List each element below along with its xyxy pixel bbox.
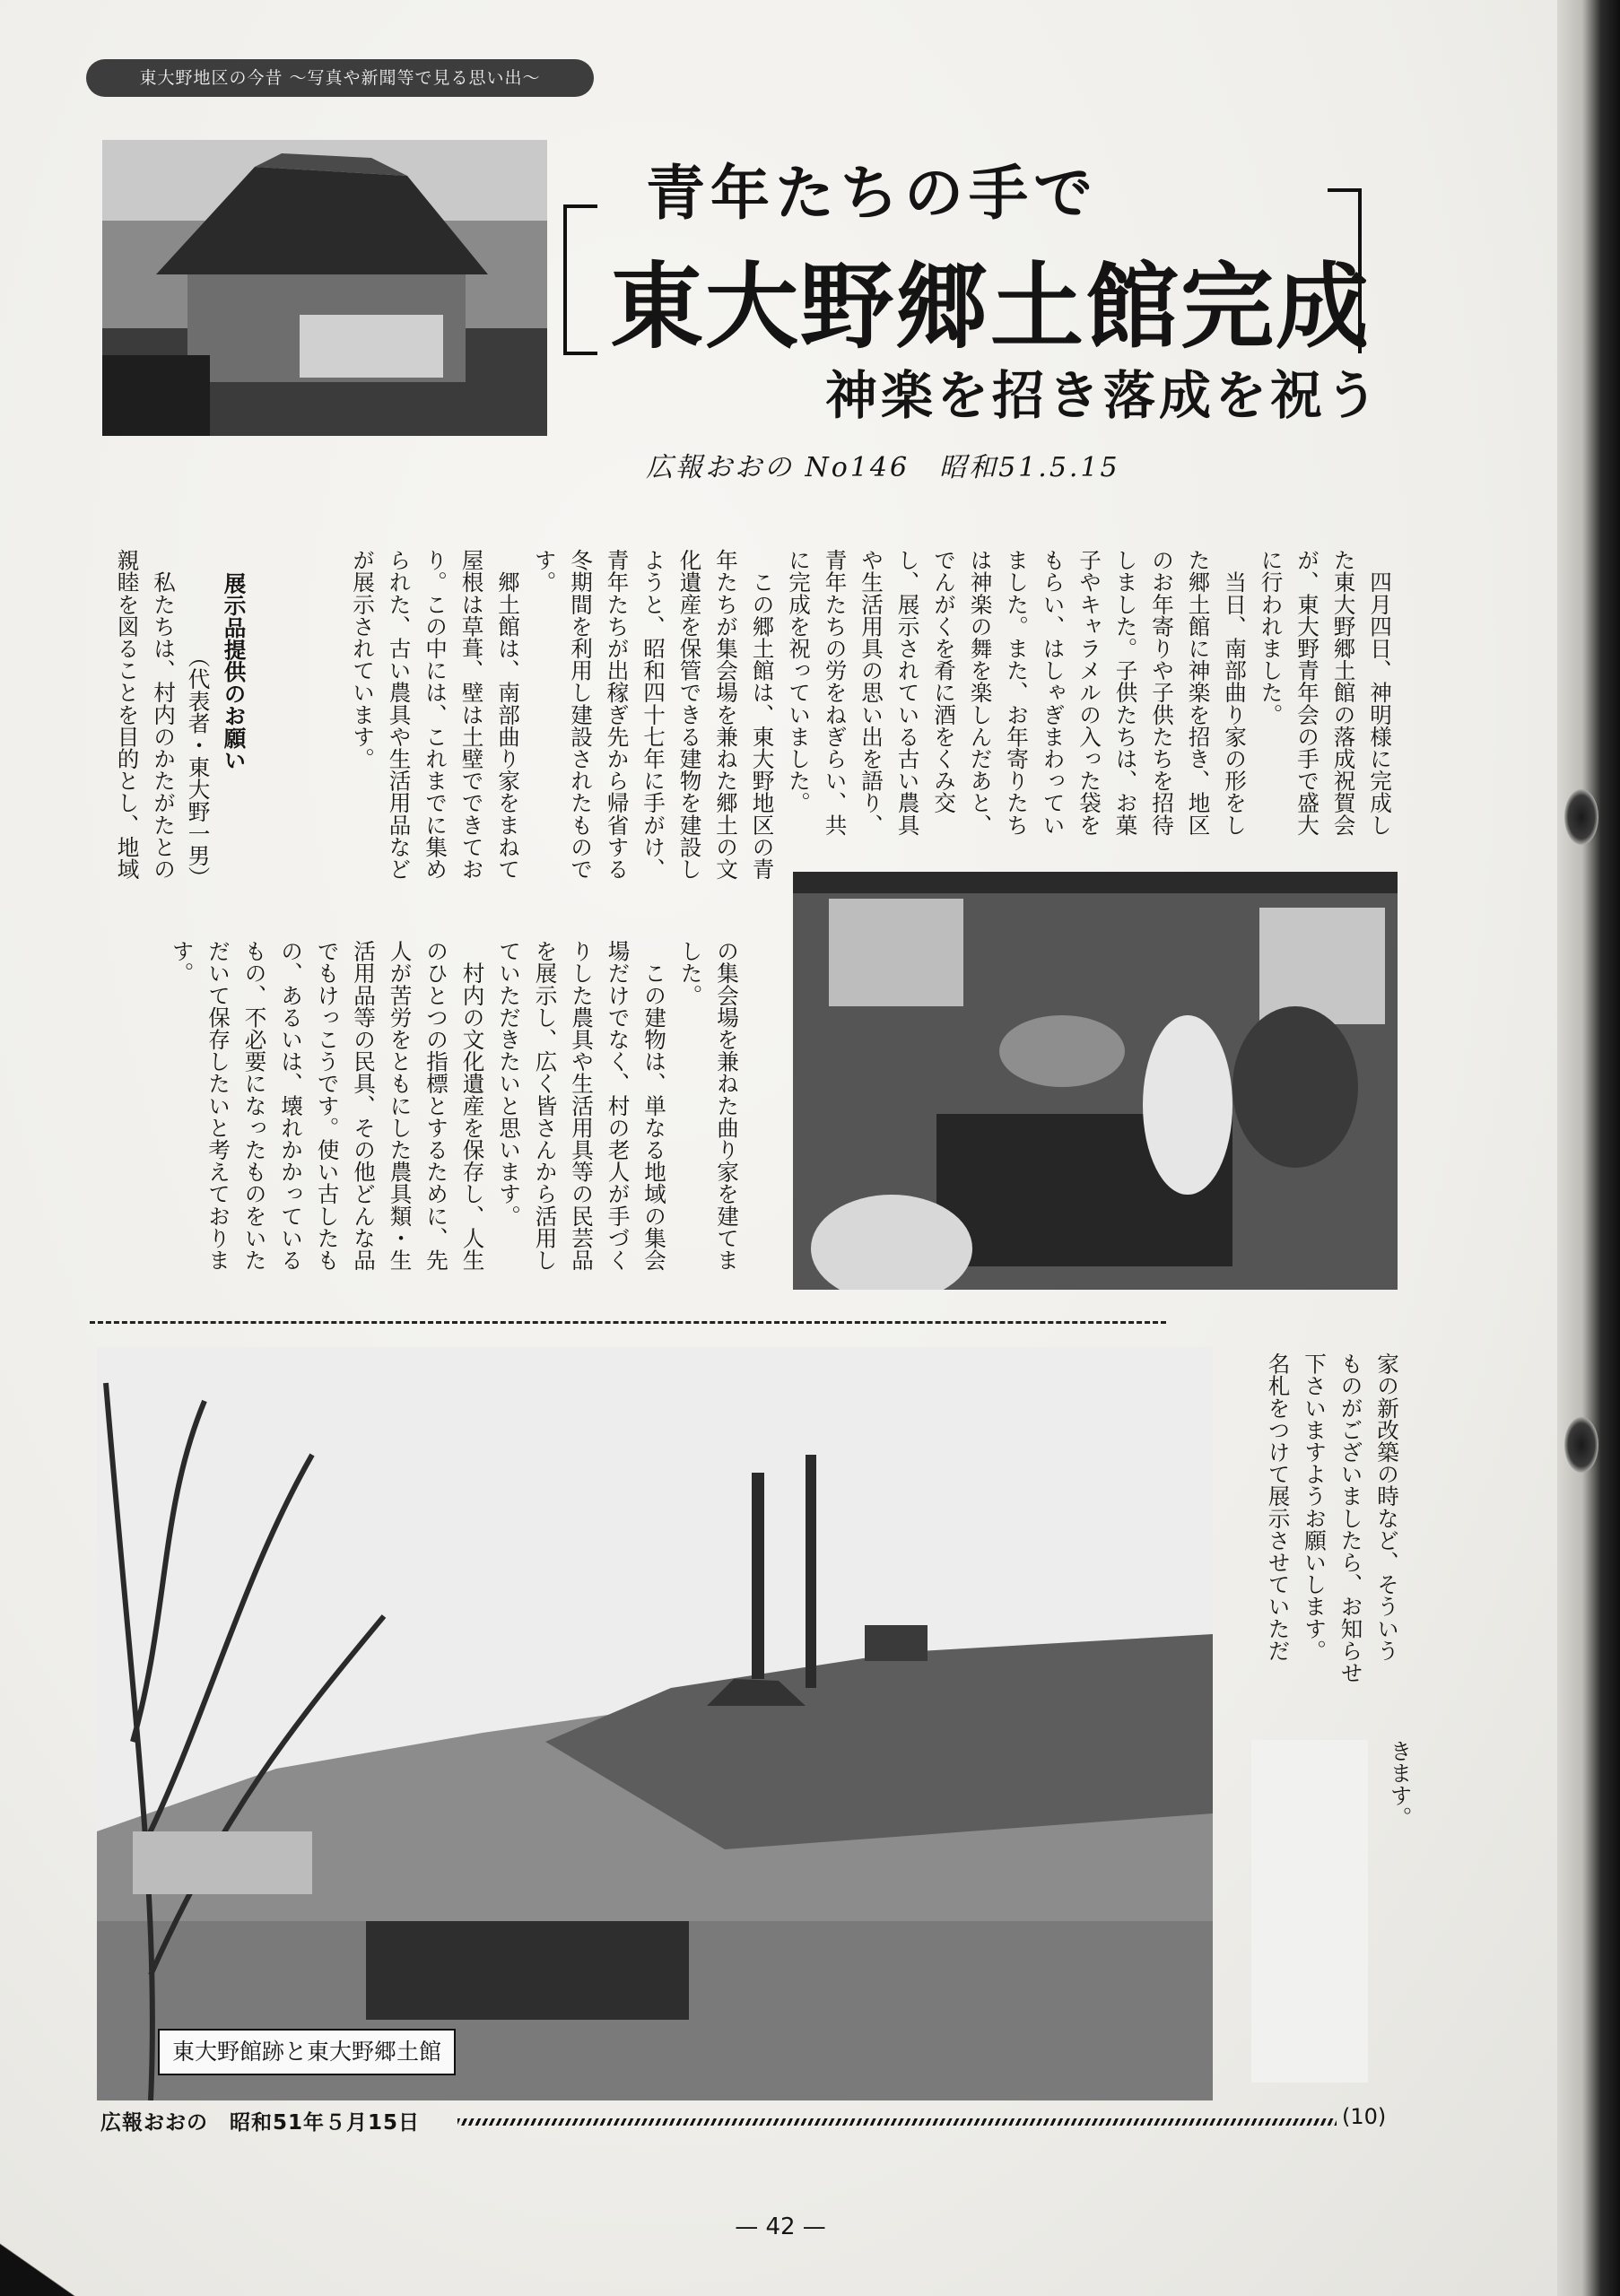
scan-shadow xyxy=(0,2224,108,2296)
article-line: す。 xyxy=(531,549,558,594)
article-line: 郷土館は、南部曲り家をまねて xyxy=(495,549,521,880)
headline-subtitle: 青年たちの手で xyxy=(646,158,1098,228)
article-line: ようと、昭和四十七年に手がけ、 xyxy=(640,549,666,880)
right-line: ものがございましたら、お知らせ xyxy=(1337,1352,1364,1683)
footer-rule xyxy=(457,2118,1337,2126)
middle-line: のひとつの指標とするために、先 xyxy=(423,940,449,1271)
footer-publication: 広報おおの 昭和51年５月15日 xyxy=(100,2111,421,2135)
thatched-house-photo xyxy=(102,140,547,436)
article-line: 青年たちが出稼ぎ先から帰省する xyxy=(604,549,631,880)
article-line: 当日、南部曲り家の形をし xyxy=(1222,549,1248,836)
middle-line: ていただきたいと思います。 xyxy=(496,940,522,1227)
article-line: に行われました。 xyxy=(1258,549,1285,726)
headline-title: 東大野郷土館完成 xyxy=(610,252,1372,361)
article-line: は神楽の舞を楽しんだあと、 xyxy=(967,549,994,836)
article-line: 四月四日、神明様に完成し xyxy=(1367,549,1393,836)
article-body-right xyxy=(1243,1352,1405,1711)
article-line: り。この中には、これまでに集め xyxy=(422,549,449,880)
request-heading: 展示品提供のお願い xyxy=(221,572,248,771)
headline-bracket-left xyxy=(563,204,597,355)
request-body xyxy=(100,549,181,961)
landscape-photo xyxy=(97,1347,1213,2100)
middle-line: を展示し、広く皆さんから活用し xyxy=(532,940,559,1271)
middle-line: この建物は、単なる地域の集会 xyxy=(641,940,667,1271)
article-line: のお年寄りや子供たちを招待 xyxy=(1149,549,1175,836)
article-line: 青年たちの労をねぎらい、共 xyxy=(822,549,849,836)
article-line: 子やキャラメルの入った袋を xyxy=(1076,549,1102,836)
article-line: もらい、はしゃぎまわってい xyxy=(1040,549,1067,836)
request-line: 親睦を図ることを目的とし、地域 xyxy=(114,549,141,880)
article-line: 屋根は草葺、壁は土壁でできてお xyxy=(458,549,485,880)
source-note: 広報おおの No146 昭和51.5.15 xyxy=(646,452,1120,483)
middle-line: りした農具や生活用具等の民芸品 xyxy=(569,940,595,1271)
article-body-middle xyxy=(108,940,745,1281)
folio-number: — 42 — xyxy=(735,2213,826,2240)
article-line: た東大野郷土館の落成祝賀会 xyxy=(1330,549,1357,836)
article-line: に完成を祝っていました。 xyxy=(786,549,812,814)
right-line: 家の新改築の時など、そういう xyxy=(1374,1352,1400,1662)
photo-caption: 東大野館跡と東大野郷土館 xyxy=(158,2029,456,2075)
section-divider xyxy=(90,1321,1166,1324)
article-line: が、東大野青年会の手で盛大 xyxy=(1294,549,1320,836)
article-line: が展示されています。 xyxy=(350,549,376,770)
request-line: 私たちは、村内のかたがたとの xyxy=(151,549,177,880)
punch-hole xyxy=(1564,789,1598,845)
article-line: この郷土館は、東大野地区の青 xyxy=(749,549,776,880)
middle-line: す。 xyxy=(169,940,196,985)
middle-line: の、あるいは、壊れかかっている xyxy=(278,940,304,1271)
middle-line: だいて保存したいと考えておりま xyxy=(205,940,231,1271)
kagura-performance-photo xyxy=(793,872,1398,1290)
article-line: しました。子供たちは、お菓 xyxy=(1112,549,1139,836)
article-line: 化遺産を保管できる建物を建設し xyxy=(676,549,703,880)
right-line: 名札をつけて展示させていただ xyxy=(1265,1352,1292,1662)
article-line: た郷土館に神楽を招き、地区 xyxy=(1185,549,1212,836)
article-body-right-tail: きます。 xyxy=(1387,1740,1414,1829)
middle-line: 村内の文化遺産を保存し、人生 xyxy=(459,940,486,1271)
article-line: でんがくを肴に酒をくみ交 xyxy=(931,549,957,814)
article-line: られた、古い農具や生活用品など xyxy=(386,549,413,880)
article-body-top-right xyxy=(350,549,1398,880)
footer-page-number: (10) xyxy=(1342,2104,1387,2129)
request-byline: （代表者・東大野一男） xyxy=(185,646,212,889)
right-line: 下さいますようお願いします。 xyxy=(1302,1352,1328,1662)
middle-line: 場だけでなく、村の老人が手づく xyxy=(605,940,631,1271)
middle-line: した。 xyxy=(677,940,704,1006)
middle-line: の集会場を兼ねた曲り家を建てま xyxy=(714,940,740,1271)
article-line: 冬期間を利用し建設されたもので xyxy=(568,549,594,880)
headline-tagline: 神楽を招き落成を祝う xyxy=(825,365,1382,426)
binding-edge xyxy=(1557,0,1620,2296)
middle-line: でもけっこうです。使い古したも xyxy=(314,940,341,1271)
series-label: 東大野地区の今昔 ～写真や新聞等で見る思い出～ xyxy=(86,59,594,97)
middle-line: もの、不必要になったものをいた xyxy=(241,940,268,1271)
article-line: や生活用具の思い出を語り、 xyxy=(858,549,884,836)
article-line: し、展示されている古い農具 xyxy=(894,549,921,836)
middle-line: 活用品等の民具、その他どんな品 xyxy=(351,940,377,1271)
punch-hole xyxy=(1564,1417,1598,1473)
article-line: ました。また、お年寄りたち xyxy=(1004,549,1030,836)
redacted-area xyxy=(1251,1740,1368,2083)
article-line: 年たちが集会場を兼ねた郷土の文 xyxy=(713,549,739,880)
middle-line: 人が苦労をともにした農具類・生 xyxy=(387,940,414,1271)
